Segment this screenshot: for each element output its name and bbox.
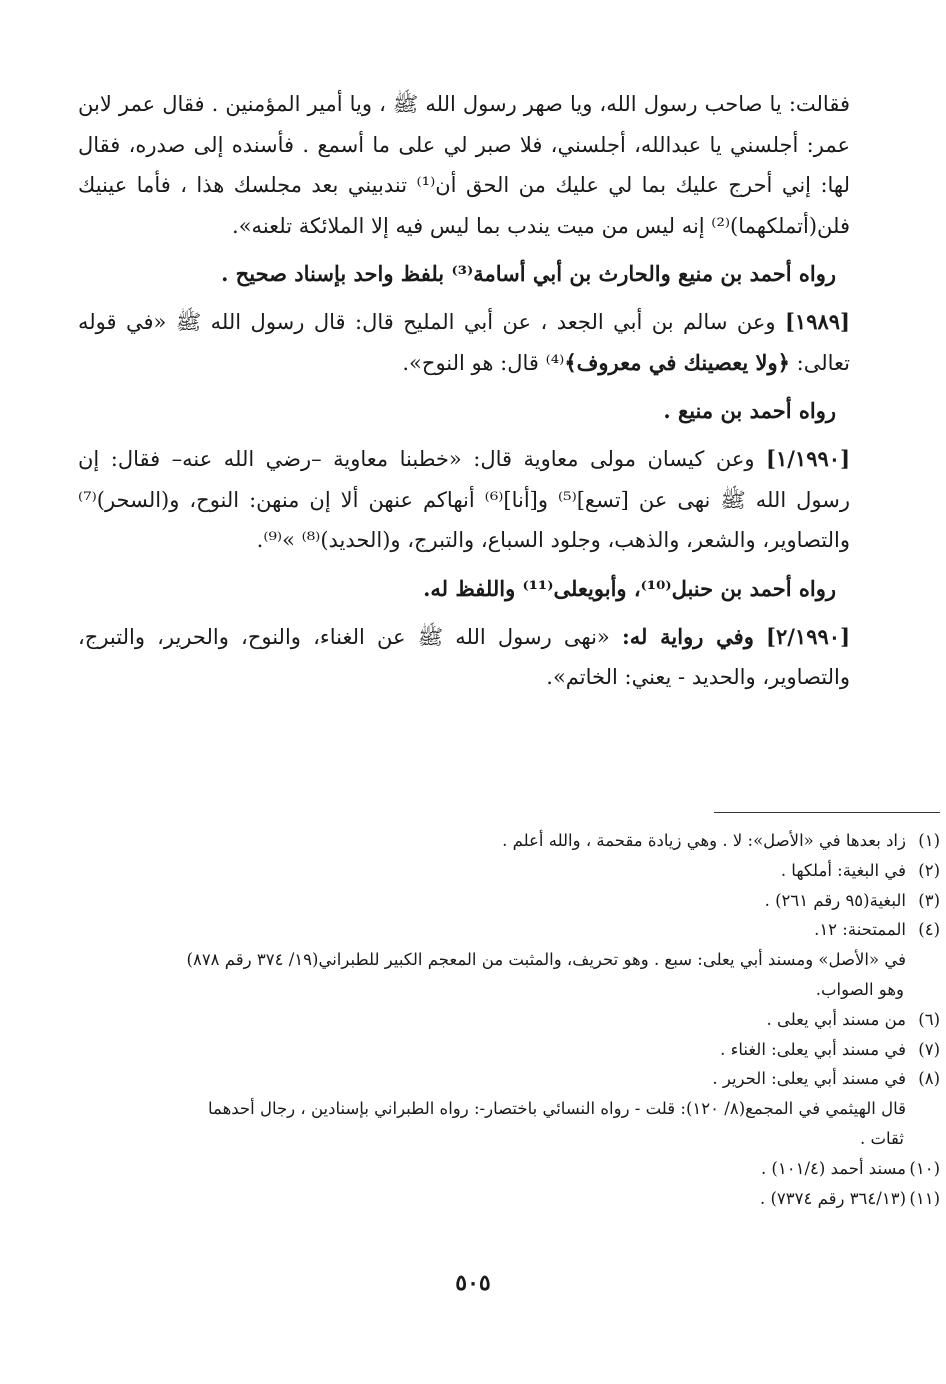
footnote-divider xyxy=(714,812,940,813)
footnote-number xyxy=(906,1094,940,1124)
page-number: ٥٠٥ xyxy=(455,1270,491,1296)
hadith-number-1990-1: [١/١٩٩٠] xyxy=(766,446,850,471)
main-text xyxy=(78,84,850,698)
footnote-9 xyxy=(170,1094,940,1154)
footnote-text: الممتحنة: ١٢. xyxy=(814,920,906,940)
footnote-1 xyxy=(170,826,940,856)
footnote-number: (١٠) xyxy=(909,1158,940,1178)
hadith-number-1989: [١٩٨٩] xyxy=(784,309,850,334)
source-heading-1: رواه أحمد بن منيع والحارث بن أبي أسامة⁽³⁾ بلفظ واحد بإسناد صحيح . xyxy=(221,261,836,286)
footnote-number: (٢) xyxy=(918,860,940,880)
footnote-text: في مسند أبي يعلى: الغناء . xyxy=(720,1039,906,1059)
paragraph-continuation: فقالت: يا صاحب رسول الله، ويا صهر رسول الله ﷺ ، ويا أمير المؤمنين . فقال عمر لابن عمر: أجلسني يا عبدالله، أجلسني، فلا صبر لي على ما أسمع . فأسنده إلى صدره، فقال لها: إني أحرج عليك بما لي عليك من الحق أن⁽¹⁾ تندبيني بعد مجلسك هذا ، فأما عينيك فلن(أتملكهما)⁽²⁾ إنه ليس من ميت يندب بما ليس فيه إلا الملائكة تلعنه». xyxy=(78,92,850,238)
source-heading-3: رواه أحمد بن حنبل⁽¹⁰⁾، وأبويعلى⁽¹¹⁾ واللفظ له. xyxy=(423,575,836,601)
hadith-number-1990-2: [٢/١٩٩٠] xyxy=(766,623,850,649)
footnote-text: (٣٦٤/١٣ رقم ٧٣٧٤) . xyxy=(759,1188,906,1208)
footnote-8 xyxy=(170,1064,940,1094)
footnote-number: (٤) xyxy=(918,920,940,940)
footnote-3 xyxy=(170,886,940,916)
source-heading-2: رواه أحمد بن منيع . xyxy=(663,398,836,423)
hadith-1990-2 xyxy=(78,617,850,698)
quran-verse: ﴿ولا يعصينك في معروف﴾ xyxy=(564,349,790,375)
footnote-number: (٦) xyxy=(918,1009,940,1029)
footnote-number: (٧) xyxy=(918,1039,940,1059)
footnote-11 xyxy=(170,1184,940,1214)
footnote-text: البغية(٩٥ رقم ٢٦١) . xyxy=(764,890,906,910)
footnote-text: مسند أحمد (١٠١/٤) . xyxy=(760,1158,906,1178)
footnote-2 xyxy=(170,856,940,886)
footnotes xyxy=(170,826,940,1213)
footnote-number: (٨) xyxy=(918,1069,940,1089)
hadith-1990-2-text: «نهى رسول الله ﷺ عن الغناء، والنوح، والحرير، والتبرج، والتصاوير، والحديد - يعني: الخاتم». xyxy=(78,624,850,689)
hadith-1990-1-text: وعن كيسان مولى معاوية قال: «خطبنا معاوية –رضي الله عنه– فقال: إن رسول الله ﷺ نهى عن [تسع]⁽⁵⁾ و[أنا]⁽⁶⁾ أنهاكم عنهن ألا إن منهن: النوح، و(السحر)⁽⁷⁾ والتصاوير، والشعر، والذهب، وجلود السباع، والتبرج، و(الحديد)⁽⁸⁾ »⁽⁹⁾. xyxy=(78,447,850,552)
footnote-text: زاد بعدها في «الأصل»: لا . وهي زيادة مقحمة ، والله أعلم . xyxy=(502,831,906,850)
footnote-text: في مسند أبي يعلى: الحرير . xyxy=(712,1069,906,1089)
footnote-number: (١) xyxy=(918,831,940,850)
hadith-1990-2-intro: وفي رواية له: xyxy=(621,623,754,649)
footnote-4 xyxy=(170,915,940,945)
footnote-text: من مسند أبي يعلى . xyxy=(766,1009,906,1029)
footnote-5 xyxy=(170,945,940,1005)
footnote-10 xyxy=(170,1154,940,1184)
footnote-text: في البغية: أملكها . xyxy=(780,860,906,880)
footnote-text: في «الأصل» ومسند أبي يعلى: سبع . وهو تحريف، والمثبت من المعجم الكبير للطبراني(١٩/ ٣٧٤ رقم ٨٧٨) وهو الصواب. xyxy=(186,950,906,999)
footnote-text: قال الهيثمي في المجمع(٨/ ١٢٠): قلت - رواه النسائي باختصار-: رواه الطبراني بإسنادين ، رجال أحدهما ثقات . xyxy=(208,1099,906,1148)
footnote-7 xyxy=(170,1035,940,1065)
hadith-1989 xyxy=(78,302,850,383)
footnote-number: (١١) xyxy=(909,1188,940,1208)
footnote-number xyxy=(906,945,940,975)
hadith-1990-1 xyxy=(78,439,850,561)
footnote-number: (٣) xyxy=(918,890,940,910)
hadith-1989-text-b: ⁽⁴⁾ قال: هو النوح». xyxy=(402,350,565,375)
hadith-1989-text-a: وعن سالم بن أبي الجعد ، عن أبي المليح قال: قال رسول الله ﷺ «في قوله تعالى: xyxy=(78,310,850,375)
footnote-6 xyxy=(170,1005,940,1035)
